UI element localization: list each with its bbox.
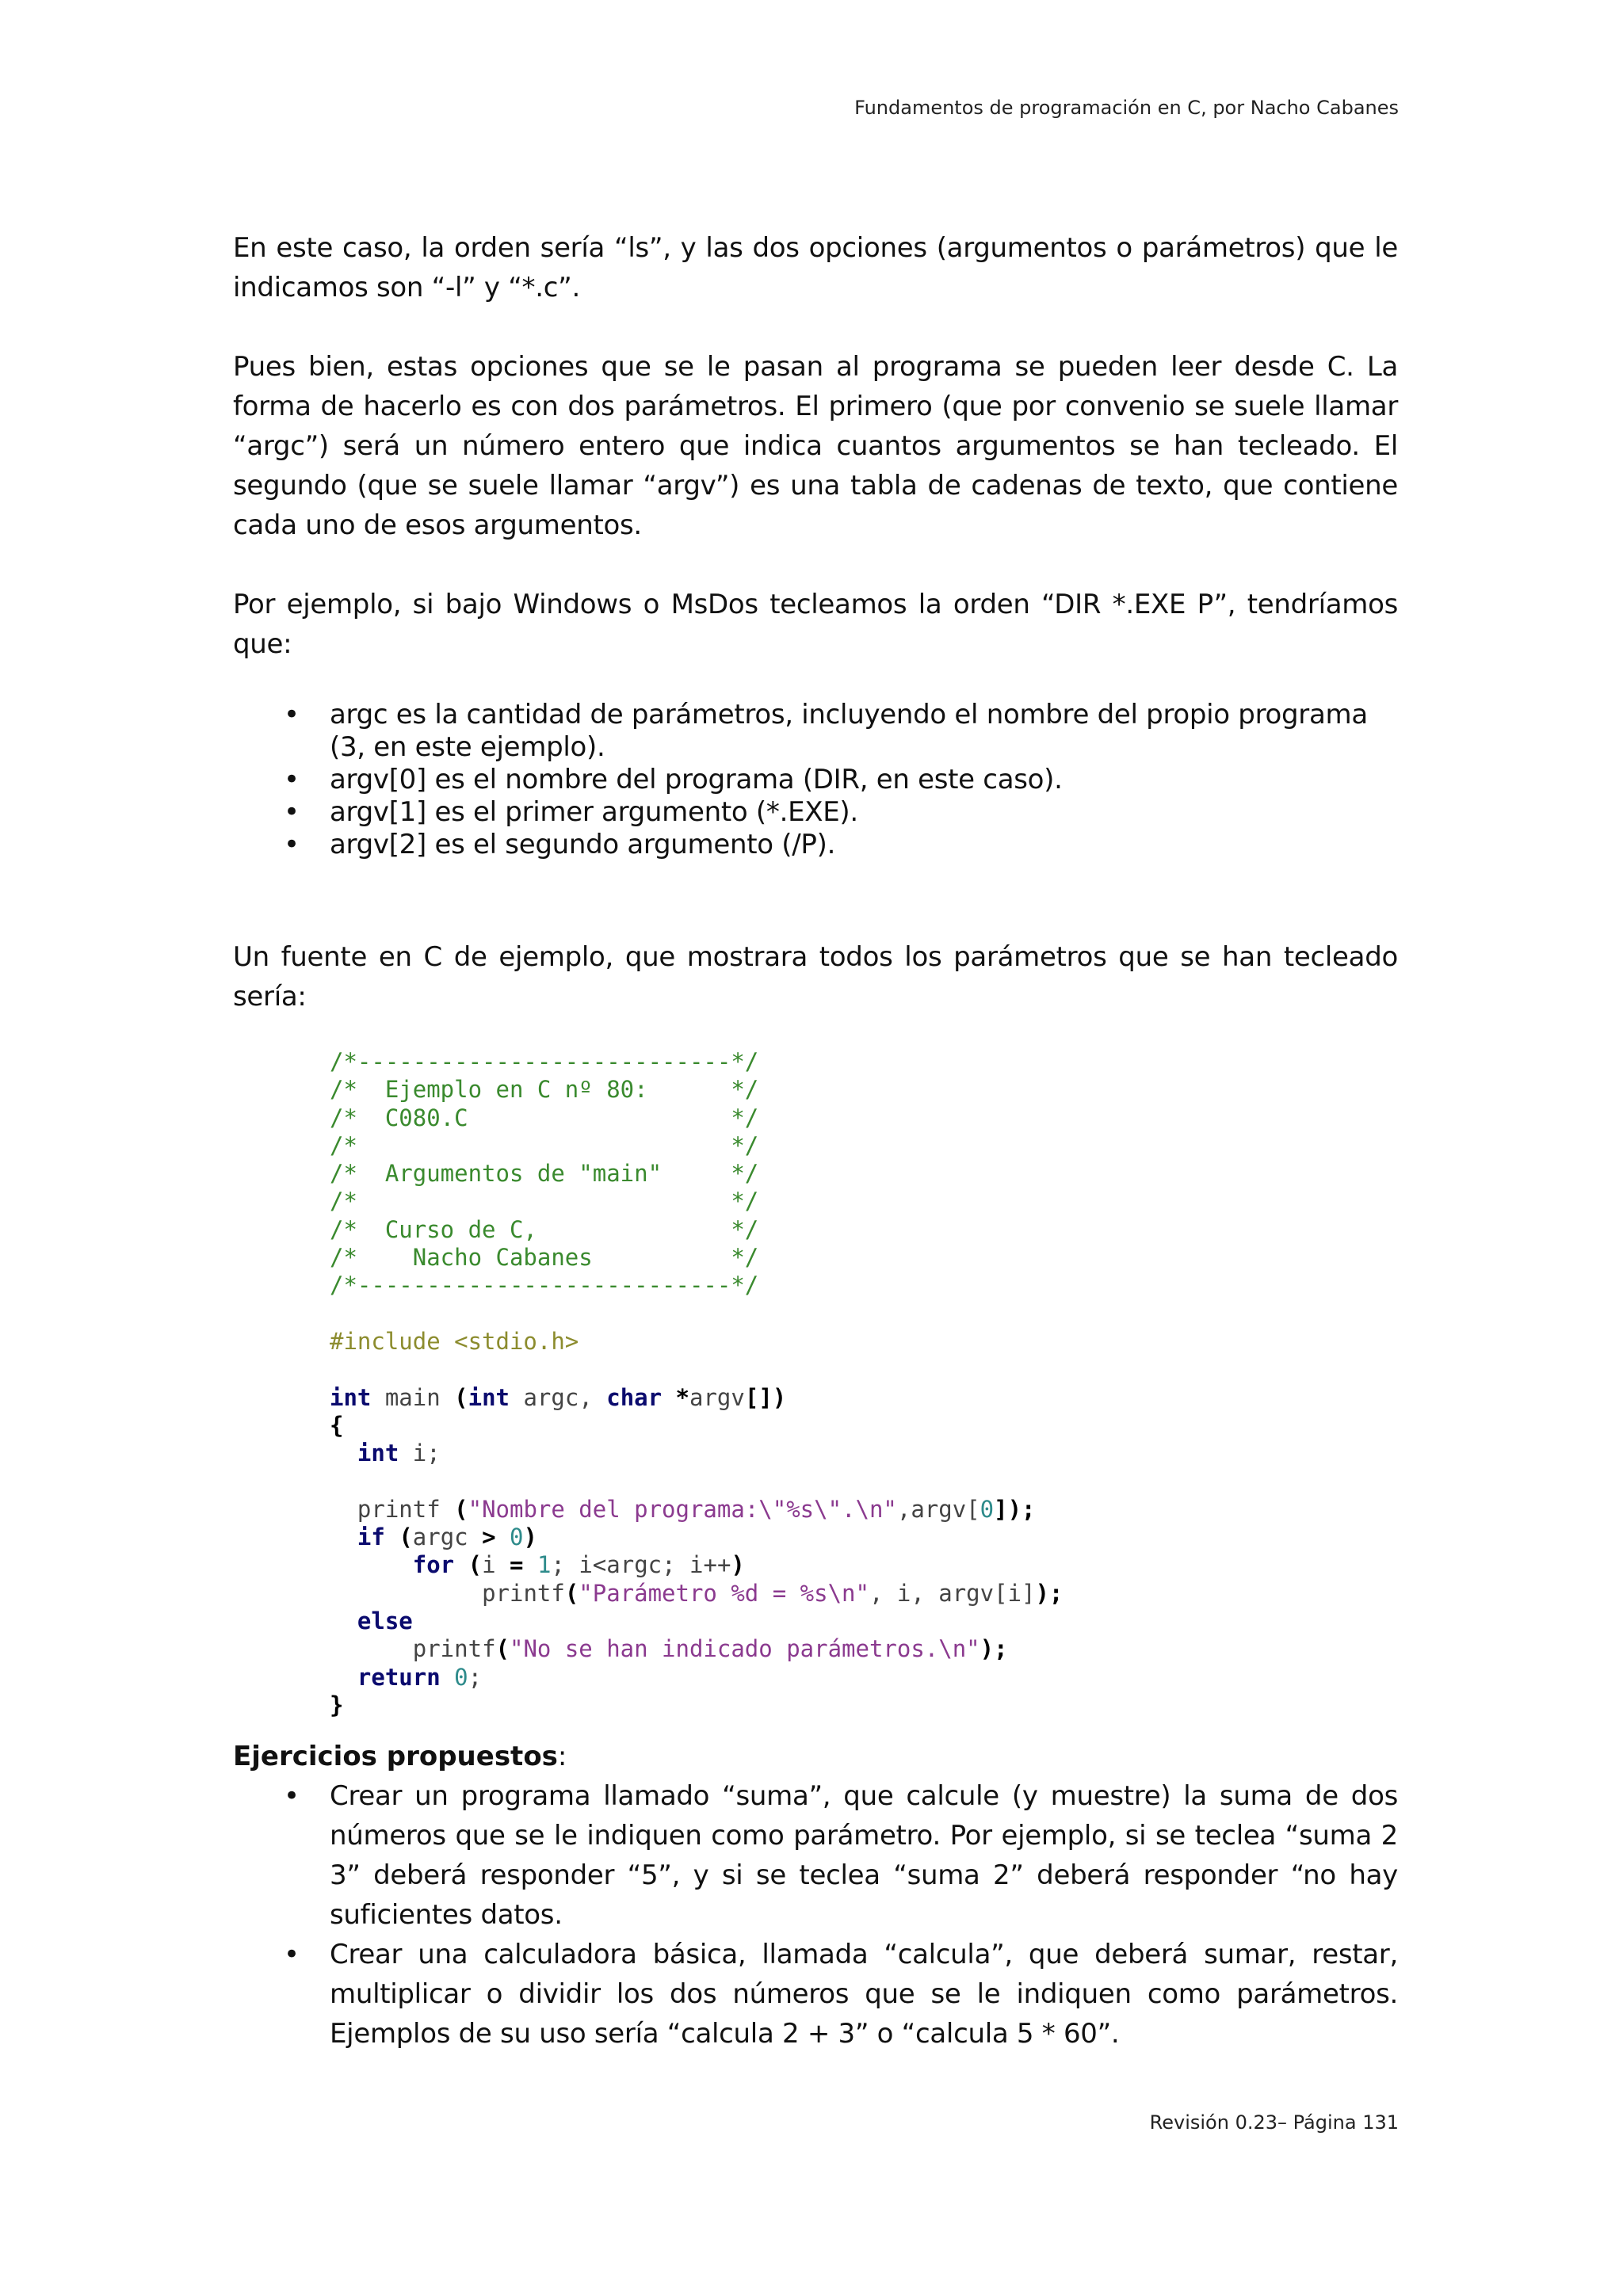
exercises-heading [233, 1737, 1398, 1776]
bullet-icon: • [284, 829, 300, 860]
code-number: 0 [980, 1495, 995, 1523]
paragraph-intro: En este caso, la orden sería “ls”, y las dos opciones (argumentos o parámetros) que le indicamos son “-l” y “*.c”. [233, 232, 1398, 303]
page-content [233, 228, 1398, 2054]
code-comment: /* Nacho Cabanes */ [330, 1244, 759, 1272]
list-item-text: argc es la cantidad de parámetros, incluyendo el nombre del propio programa (3, en este ejemplo). [330, 699, 1368, 763]
code-keyword: else [357, 1607, 413, 1634]
exercises-title: Ejercicios propuestos [233, 1741, 558, 1773]
code-identifier: , i, argv[i] [869, 1579, 1036, 1607]
list-item-text: argv[0] es el nombre del programa (DIR, en este caso). [330, 764, 1063, 795]
code-function: printf [412, 1635, 496, 1663]
code-comment: /* Curso de C, */ [330, 1215, 759, 1243]
bullet-icon: • [284, 699, 300, 730]
code-keyword: char [606, 1383, 663, 1411]
code-comment: /* */ [330, 1188, 759, 1215]
bullet-icon: • [284, 1780, 300, 1813]
exercises-colon: : [557, 1741, 567, 1773]
code-function: printf [357, 1495, 441, 1523]
code-number: 0 [510, 1524, 524, 1551]
bullet-icon: • [284, 1939, 300, 1971]
code-keyword: if [357, 1524, 385, 1551]
code-comment: /* */ [330, 1131, 759, 1159]
list-item [233, 1776, 1398, 1935]
list-item-text: Crear una calculadora básica, llamada “calcula”, que deberá sumar, restar, multiplicar o dividir los dos números que se le indiquen como parámetros. Ejemplos de su uso sería “calcula 2 + 3” o “calcula 5 * 60”. [330, 1939, 1398, 2050]
code-identifier: ,argv[ [896, 1495, 980, 1523]
list-item-text: argv[1] es el primer argumento (*.EXE). [330, 796, 858, 828]
list-item [233, 699, 1398, 764]
code-keyword: for [412, 1551, 455, 1579]
code-number: 1 [537, 1551, 552, 1579]
code-keyword: int [468, 1383, 510, 1411]
code-identifier: main [371, 1383, 455, 1411]
list-item-text: argv[2] es el segundo argumento (/P). [330, 829, 836, 860]
paragraph-source-intro: Un fuente en C de ejemplo, que mostrara todos los parámetros que se han tecleado sería: [233, 941, 1398, 1013]
list-item [233, 796, 1398, 829]
code-keyword: return [357, 1663, 441, 1691]
code-include: #include <stdio.h> [330, 1327, 579, 1355]
code-comment: /* C080.C */ [330, 1104, 759, 1131]
code-comment: /*---------------------------*/ [330, 1048, 759, 1075]
code-comment: /* Ejemplo en C nº 80: */ [330, 1076, 759, 1104]
bullet-icon: • [284, 796, 300, 828]
page-footer: Revisión 0.23– Página 131 [1149, 2111, 1399, 2134]
code-listing: /*---------------------------*/ /* Ejemplo en C nº 80: */ /* C080.C */ /* */ /* Argumentos de "main" */ /* */ /* Curso de C, */ /* Nacho Cabanes */ /*---------------------------*/ #include <stdio.h> int main (int argc, char *argv[]) { int i; printf ("Nombre del programa:\"%s\".\n",argv[0]); if (argc > 0) for (i = 1; i<argc; i++) printf("Parámetro %d = %s\n", i, argv[i]); else printf("No se han indicado parámetros.\n"); return 0; } [330, 1048, 1064, 1718]
list-item [233, 1935, 1398, 2054]
code-identifier: argc [412, 1524, 483, 1551]
code-comment: /* Argumentos de "main" */ [330, 1160, 759, 1188]
code-string: "Parámetro %d = %s\n" [579, 1579, 869, 1607]
code-number: 0 [454, 1663, 468, 1691]
paragraph-argc-argv: Pues bien, estas opciones que se le pasan al programa se pueden leer desde C. La forma de hacerlo es con dos parámetros. El primero (que por convenio se suele llamar “argc”) será un número entero que indica cuantos argumentos se han tecleado. El segundo (que se suele llamar “argv”) es una tabla de cadenas de texto, que contiene cada uno de esos argumentos. [233, 351, 1398, 541]
code-string: "No se han indicado parámetros.\n" [510, 1635, 980, 1663]
code-identifier: argv [689, 1383, 745, 1411]
code-keyword: int [357, 1440, 399, 1467]
code-string: "Nombre del programa:\"%s\".\n" [468, 1495, 897, 1523]
code-function: printf [482, 1579, 565, 1607]
code-identifier: i; [399, 1440, 441, 1467]
list-item-text: Crear un programa llamado “suma”, que calcule (y muestre) la suma de dos números que se le indiquen como parámetro. Por ejemplo, si se teclea “suma 2 3” deberá responder “5”, y si se teclea “suma 2” deberá responder “no hay suficientes datos. [330, 1780, 1398, 1932]
exercise-list [233, 1776, 1398, 2054]
list-item [233, 829, 1398, 861]
bullet-icon: • [284, 764, 300, 795]
list-item [233, 764, 1398, 796]
code-identifier: i [482, 1551, 510, 1579]
argument-list [233, 699, 1398, 861]
paragraph-example-intro: Por ejemplo, si bajo Windows o MsDos tecleamos la orden “DIR *.EXE P”, tendríamos que: [233, 589, 1398, 660]
code-identifier: i<argc; i++ [564, 1551, 731, 1579]
code-comment: /*---------------------------*/ [330, 1272, 759, 1299]
code-identifier: argc, [510, 1383, 607, 1411]
code-keyword: int [330, 1383, 372, 1411]
running-header: Fundamentos de programación en C, por Nacho Cabanes [854, 97, 1399, 119]
